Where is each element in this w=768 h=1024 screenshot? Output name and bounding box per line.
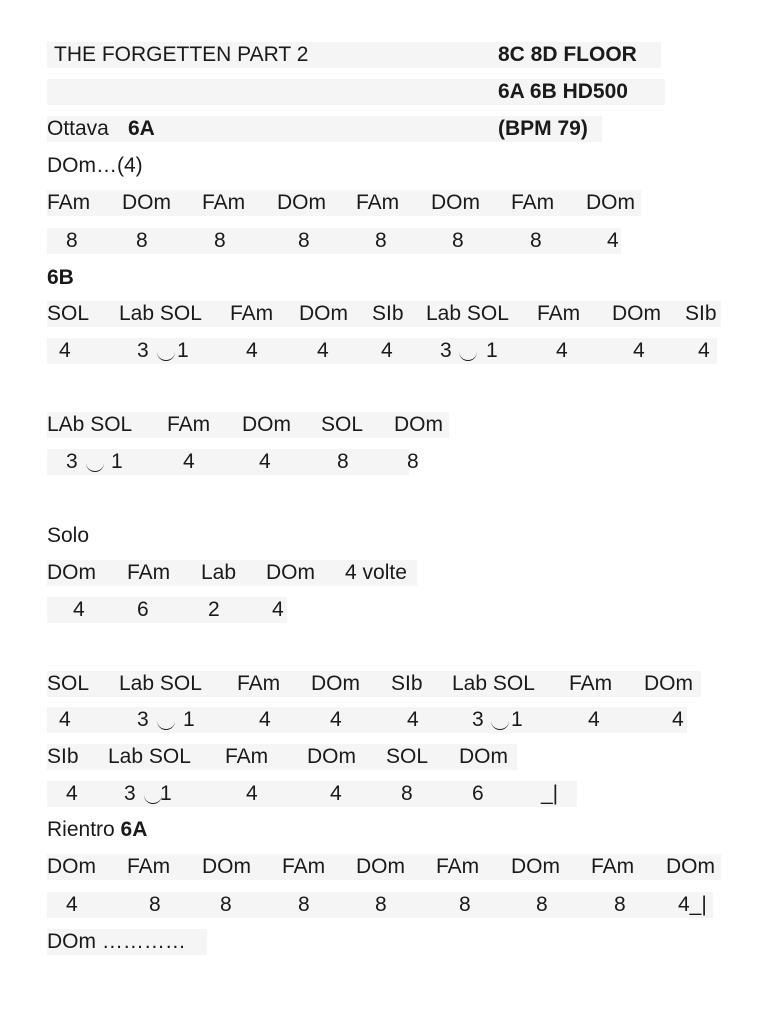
chord: DOm <box>202 855 251 878</box>
chord: FAm <box>591 855 635 878</box>
chord: SIb <box>685 302 717 325</box>
chord: DOm <box>644 672 693 695</box>
patch-info: 6A 6B HD500 <box>498 80 628 103</box>
beat: 4 <box>556 339 568 362</box>
chord: DOm <box>311 672 360 695</box>
chord: DOm <box>431 191 480 214</box>
chord: FAm <box>167 413 211 436</box>
chord: FAm <box>237 672 281 695</box>
chord: FAm <box>537 302 581 325</box>
beat: 8 <box>614 893 626 916</box>
chord: Lab SOL <box>452 672 535 695</box>
chord: SIb <box>391 672 423 695</box>
beat: 8 <box>536 893 548 916</box>
beat: 4 <box>588 708 600 731</box>
chord: DOm <box>277 191 326 214</box>
beat: 4 <box>59 339 71 362</box>
beat: 8 <box>298 229 310 252</box>
beat: 8 <box>530 229 542 252</box>
rientro-patch: 6A <box>120 818 148 841</box>
beat: 4 <box>381 339 393 362</box>
chord: DOm <box>242 413 291 436</box>
section2-chords <box>47 301 721 327</box>
section5-beats <box>47 781 577 807</box>
chord: Lab SOL <box>426 302 509 325</box>
chord: Lab SOL <box>108 745 191 768</box>
beat: 4 <box>317 339 329 362</box>
chord: SIb <box>372 302 404 325</box>
chord: DOm <box>266 561 315 584</box>
chord: DOm <box>511 855 560 878</box>
solo-beats <box>47 597 287 623</box>
tie-mark <box>487 707 513 733</box>
beat: 4 <box>672 708 684 731</box>
beat: 4 <box>407 708 419 731</box>
beat: 2 <box>208 598 220 621</box>
chord: FAm <box>47 191 91 214</box>
beat: 4 <box>73 598 85 621</box>
beat: 4 <box>246 782 258 805</box>
beat: 8 <box>298 893 310 916</box>
beat: 8 <box>66 229 78 252</box>
chord: FAm <box>230 302 274 325</box>
beat: 8 <box>375 229 387 252</box>
chord: Lab SOL <box>119 672 202 695</box>
beat: 3 <box>124 782 136 805</box>
beat: 1 <box>486 339 498 362</box>
chord: SIb <box>47 745 79 768</box>
rientro-label: Rientro <box>47 818 115 841</box>
beat: 1 <box>111 450 123 473</box>
chord: DOm <box>586 191 635 214</box>
chord: FAm <box>436 855 480 878</box>
beat: 1 <box>160 782 172 805</box>
beat: 8 <box>136 229 148 252</box>
beat: 4 <box>272 598 284 621</box>
rientro-chords <box>47 854 721 880</box>
beat: 3 <box>137 708 149 731</box>
beat: 1 <box>511 708 523 731</box>
beat: 4 <box>66 893 78 916</box>
patch-label: 6B <box>47 266 74 289</box>
beat: 4 <box>259 708 271 731</box>
chord: FAm <box>202 191 246 214</box>
pedal-info: 8C 8D FLOOR <box>498 43 637 66</box>
solo-chords <box>47 560 417 586</box>
section2-beats <box>47 338 717 364</box>
chord: DOm <box>47 855 96 878</box>
beat: 3 <box>66 450 78 473</box>
info-row-1-right <box>337 42 661 68</box>
section4-chords <box>47 671 701 697</box>
bpm-info: (BPM 79) <box>498 117 588 140</box>
beat: 4 <box>66 782 78 805</box>
info-row-3 <box>47 116 602 142</box>
beat: 4 <box>246 339 258 362</box>
tie-mark <box>455 338 481 364</box>
chord: DOm <box>307 745 356 768</box>
info-row-2 <box>47 79 665 105</box>
beat: 6 <box>137 598 149 621</box>
chord: FAm <box>225 745 269 768</box>
beat: 4 <box>607 229 619 252</box>
chord: FAm <box>569 672 613 695</box>
chord: SOL <box>386 745 429 768</box>
beat: 8 <box>149 893 161 916</box>
count-in <box>47 153 143 179</box>
tie-mark <box>153 338 179 364</box>
section1-beats <box>47 228 621 254</box>
beat: 4 <box>259 450 271 473</box>
beat: 8 <box>401 782 413 805</box>
chord: DOm <box>459 745 508 768</box>
chord: DOm <box>299 302 348 325</box>
repeat-note: 4 volte <box>345 561 407 584</box>
chord: DOm <box>666 855 715 878</box>
beat: 3 <box>440 339 452 362</box>
beat: 4 <box>330 782 342 805</box>
chord: Lab <box>201 561 237 584</box>
section4-beats <box>47 707 687 733</box>
chord: SOL <box>47 672 90 695</box>
beat: 1 <box>177 339 189 362</box>
song-title: THE FORGETTEN PART 2 <box>54 43 309 66</box>
tie-mark <box>82 449 108 475</box>
chord: FAm <box>356 191 400 214</box>
tie-mark <box>153 707 179 733</box>
chord: FAm <box>127 855 171 878</box>
beat: 8 <box>375 893 387 916</box>
end-marker: _| <box>541 782 559 805</box>
beat: 4 <box>330 708 342 731</box>
beat: 3 <box>472 708 484 731</box>
beat: 4 <box>698 339 710 362</box>
rientro-ending <box>47 929 207 955</box>
rientro-beats <box>47 892 713 918</box>
ottava-label: Ottava <box>47 117 109 140</box>
solo-label <box>47 523 89 549</box>
chord: DOm <box>356 855 405 878</box>
chord: LAb SOL <box>47 413 133 436</box>
end-beat: 4_| <box>678 893 707 916</box>
beat: 4 <box>633 339 645 362</box>
title-row <box>47 42 337 68</box>
beat: 1 <box>183 708 195 731</box>
chord: DOm <box>122 191 171 214</box>
section3-chords <box>47 412 449 438</box>
chord: DOm <box>612 302 661 325</box>
chord: FAm <box>127 561 171 584</box>
beat: 8 <box>407 450 419 473</box>
section3-beats <box>47 449 419 475</box>
chord: SOL <box>321 413 364 436</box>
beat: 8 <box>337 450 349 473</box>
count-in-text: DOm…(4) <box>47 154 143 177</box>
chord: DOm <box>394 413 443 436</box>
beat: 8 <box>220 893 232 916</box>
chord: FAm <box>511 191 555 214</box>
section5-chords <box>47 744 517 770</box>
chord: DOm <box>47 561 96 584</box>
solo-text: Solo <box>47 524 90 547</box>
section2-label <box>47 265 74 291</box>
beat: 8 <box>214 229 226 252</box>
ending-text: DOm ………… <box>47 930 186 953</box>
beat: 6 <box>472 782 484 805</box>
beat: 4 <box>59 708 71 731</box>
ottava-patch: 6A <box>128 117 155 140</box>
beat: 8 <box>452 229 464 252</box>
chord: Lab SOL <box>119 302 202 325</box>
beat: 8 <box>459 893 471 916</box>
beat: 4 <box>183 450 195 473</box>
chord: FAm <box>282 855 326 878</box>
beat: 3 <box>137 339 149 362</box>
rientro-row <box>47 817 147 843</box>
chord: SOL <box>47 302 90 325</box>
section1-chords <box>47 190 641 216</box>
